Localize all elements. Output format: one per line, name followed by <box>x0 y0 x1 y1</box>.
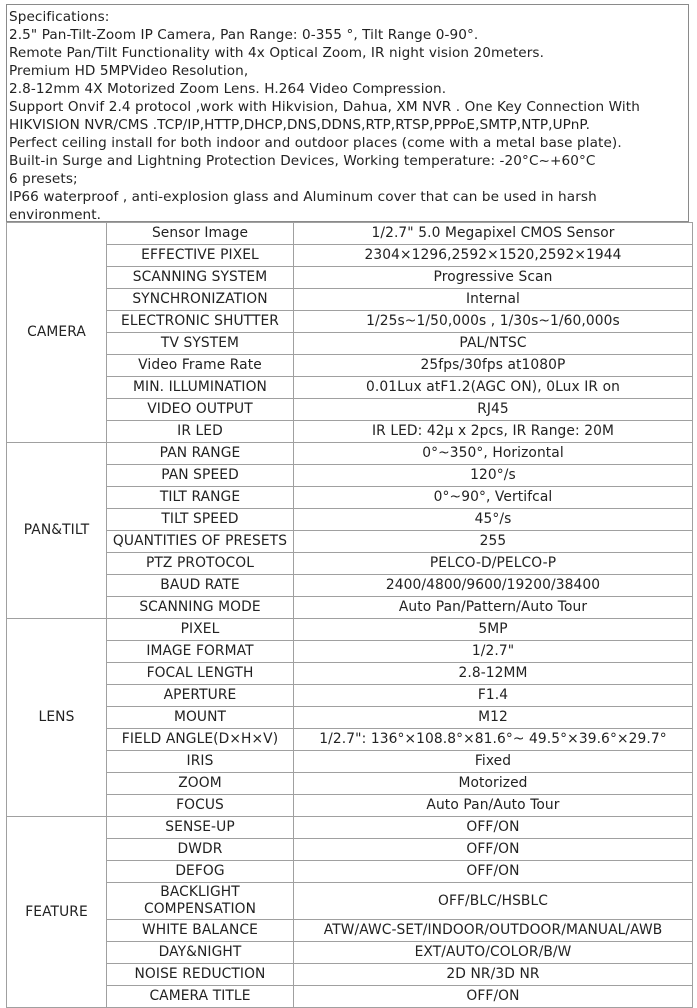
param-name: MIN. ILLUMINATION <box>107 377 294 399</box>
table-row <box>7 311 693 333</box>
table-row <box>7 597 693 619</box>
param-name: ELECTRONIC SHUTTER <box>107 311 294 333</box>
table-row <box>7 729 693 751</box>
param-name: WHITE BALANCE <box>107 920 294 942</box>
spec-line: environment. <box>9 207 102 222</box>
param-value: IR LED: 42μ x 2pcs, IR Range: 20M <box>294 421 693 443</box>
param-value: 2304×1296,2592×1520,2592×1944 <box>294 245 693 267</box>
table-row <box>7 986 693 1008</box>
group-label: LENS <box>7 619 107 817</box>
param-name: IRIS <box>107 751 294 773</box>
param-name: BACKLIGHT COMPENSATION <box>107 883 294 920</box>
param-value: 2D NR/3D NR <box>294 964 693 986</box>
param-name: PAN SPEED <box>107 465 294 487</box>
param-name: IR LED <box>107 421 294 443</box>
param-name: Sensor Image <box>107 223 294 245</box>
param-name: SENSE-UP <box>107 817 294 839</box>
table-row <box>7 795 693 817</box>
param-value: 120°/s <box>294 465 693 487</box>
param-value: Auto Pan/Auto Tour <box>294 795 693 817</box>
param-name: Video Frame Rate <box>107 355 294 377</box>
table-row <box>7 487 693 509</box>
table-row <box>7 663 693 685</box>
table-row <box>7 377 693 399</box>
spec-line: 2.5" Pan-Tilt-Zoom IP Camera, Pan Range: 0-355 °, Tilt Range 0-90°. <box>9 27 479 43</box>
table-row <box>7 773 693 795</box>
spec-line: HIKVISION NVR/CMS .TCP/IP,HTTP,DHCP,DNS,DDNS,RTP,RTSP,PPPoE,SMTP,NTP,UPnP. <box>9 117 591 133</box>
param-value: ATW/AWC-SET/INDOOR/OUTDOOR/MANUAL/AWB <box>294 920 693 942</box>
param-value: 5MP <box>294 619 693 641</box>
table-row <box>7 817 693 839</box>
param-name: SYNCHRONIZATION <box>107 289 294 311</box>
param-value: F1.4 <box>294 685 693 707</box>
param-name: ZOOM <box>107 773 294 795</box>
param-value: 1/2.7" <box>294 641 693 663</box>
table-row <box>7 942 693 964</box>
table-row <box>7 333 693 355</box>
param-name: FIELD ANGLE(D×H×V) <box>107 729 294 751</box>
table-row <box>7 619 693 641</box>
param-name: MOUNT <box>107 707 294 729</box>
param-value: OFF/ON <box>294 861 693 883</box>
param-name: PAN RANGE <box>107 443 294 465</box>
spec-line: Specifications: <box>9 9 110 25</box>
param-name: FOCUS <box>107 795 294 817</box>
spec-line: 2.8-12mm 4X Motorized Zoom Lens. H.264 Video Compression. <box>9 81 447 97</box>
table-row <box>7 465 693 487</box>
specification-table <box>6 222 693 1008</box>
param-value: 45°/s <box>294 509 693 531</box>
table-row <box>7 751 693 773</box>
param-value: OFF/BLC/HSBLC <box>294 883 693 920</box>
param-name: QUANTITIES OF PRESETS <box>107 531 294 553</box>
param-value: Motorized <box>294 773 693 795</box>
param-value: PELCO-D/PELCO-P <box>294 553 693 575</box>
group-label: FEATURE <box>7 817 107 1008</box>
param-value: EXT/AUTO/COLOR/B/W <box>294 942 693 964</box>
table-row <box>7 707 693 729</box>
param-name: EFFECTIVE PIXEL <box>107 245 294 267</box>
param-value: Progressive Scan <box>294 267 693 289</box>
spec-line: Built-in Surge and Lightning Protection Devices, Working temperature: -20°C~+60°C <box>9 153 596 169</box>
spec-line: Perfect ceiling install for both indoor and outdoor places (come with a metal base plate). <box>9 135 622 151</box>
spec-line: 6 presets; <box>9 171 78 187</box>
param-value: 2.8-12MM <box>294 663 693 685</box>
param-name: CAMERA TITLE <box>107 986 294 1008</box>
param-name: IMAGE FORMAT <box>107 641 294 663</box>
table-row <box>7 553 693 575</box>
param-value: OFF/ON <box>294 817 693 839</box>
param-name: DEFOG <box>107 861 294 883</box>
param-name: VIDEO OUTPUT <box>107 399 294 421</box>
table-row <box>7 531 693 553</box>
param-value: 2400/4800/9600/19200/38400 <box>294 575 693 597</box>
spec-line: IP66 waterproof , anti-explosion glass and Aluminum cover that can be used in harsh <box>9 189 597 205</box>
param-name: PIXEL <box>107 619 294 641</box>
param-name: SCANNING SYSTEM <box>107 267 294 289</box>
param-value: PAL/NTSC <box>294 333 693 355</box>
param-value: Fixed <box>294 751 693 773</box>
param-name: DAY&NIGHT <box>107 942 294 964</box>
spec-line: Remote Pan/Tilt Functionality with 4x Optical Zoom, IR night vision 20meters. <box>9 45 545 61</box>
param-name: DWDR <box>107 839 294 861</box>
param-name: TILT RANGE <box>107 487 294 509</box>
param-name: APERTURE <box>107 685 294 707</box>
param-name: NOISE REDUCTION <box>107 964 294 986</box>
table-row <box>7 575 693 597</box>
table-row <box>7 223 693 245</box>
table-row <box>7 443 693 465</box>
param-name: TILT SPEED <box>107 509 294 531</box>
group-label: PAN&TILT <box>7 443 107 619</box>
param-value: RJ45 <box>294 399 693 421</box>
param-value: 0°~350°, Horizontal <box>294 443 693 465</box>
table-row <box>7 245 693 267</box>
param-value: 0.01Lux atF1.2(AGC ON), 0Lux IR on <box>294 377 693 399</box>
table-row <box>7 839 693 861</box>
table-row <box>7 289 693 311</box>
param-value: 1/25s~1/50,000s , 1/30s~1/60,000s <box>294 311 693 333</box>
param-value: 1/2.7": 136°×108.8°×81.6°~ 49.5°×39.6°×29.7° <box>294 729 693 751</box>
spec-line: Support Onvif 2.4 protocol ,work with Hikvision, Dahua, XM NVR . One Key Connection With <box>9 99 640 115</box>
table-row <box>7 509 693 531</box>
param-value: OFF/ON <box>294 839 693 861</box>
table-row <box>7 964 693 986</box>
table-row <box>7 920 693 942</box>
param-value: 255 <box>294 531 693 553</box>
param-value: OFF/ON <box>294 986 693 1008</box>
param-value: 1/2.7" 5.0 Megapixel CMOS Sensor <box>294 223 693 245</box>
param-name: SCANNING MODE <box>107 597 294 619</box>
param-value: Internal <box>294 289 693 311</box>
table-row <box>7 685 693 707</box>
table-row <box>7 355 693 377</box>
param-value: Auto Pan/Pattern/Auto Tour <box>294 597 693 619</box>
table-row <box>7 421 693 443</box>
table-row <box>7 861 693 883</box>
param-name: TV SYSTEM <box>107 333 294 355</box>
param-name: PTZ PROTOCOL <box>107 553 294 575</box>
table-row <box>7 267 693 289</box>
table-row <box>7 641 693 663</box>
param-name: BAUD RATE <box>107 575 294 597</box>
group-label: CAMERA <box>7 223 107 443</box>
spec-line: Premium HD 5MPVideo Resolution, <box>9 63 249 79</box>
table-row <box>7 883 693 920</box>
param-value: 25fps/30fps at1080P <box>294 355 693 377</box>
param-value: M12 <box>294 707 693 729</box>
param-value: 0°~90°, Vertifcal <box>294 487 693 509</box>
param-name: FOCAL LENGTH <box>107 663 294 685</box>
table-row <box>7 399 693 421</box>
specifications-text-block <box>6 4 689 222</box>
